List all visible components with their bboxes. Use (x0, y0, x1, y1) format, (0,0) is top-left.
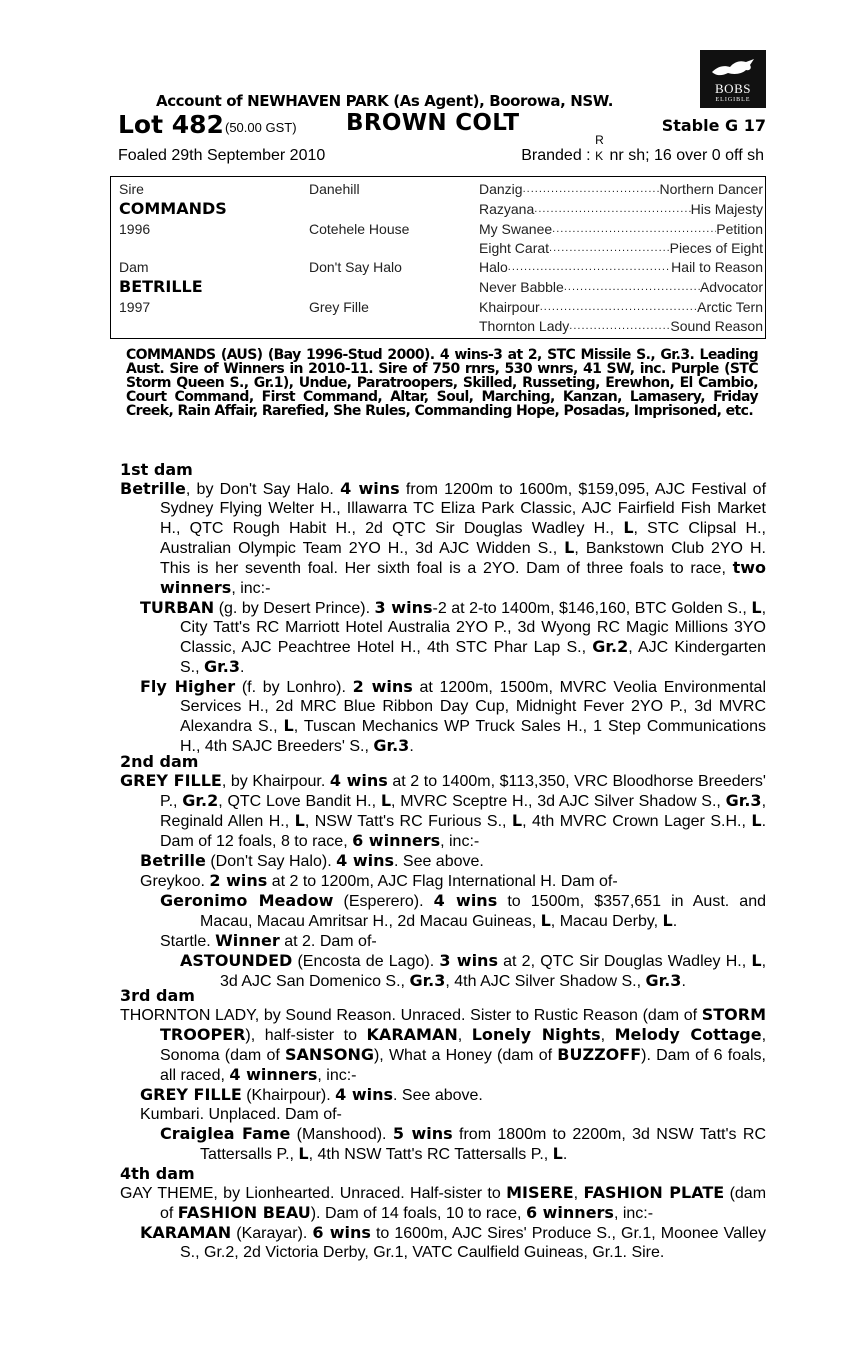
progeny-entry: Kumbari. Unplaced. Dam of- (140, 1106, 342, 1123)
horse-name: GREY FILLE (140, 1085, 242, 1104)
progeny-entry: TURBAN (g. by Desert Prince). 3 wins-2 at 2-to 1400m, $146,160, BTC Golden S., L, City Tatt's RC Marriott Hotel Australia 2YO P., 3d Wyong RC Magic Millions 3YO Classic, AJC Peachtree Hotel H., 4th STC Phar Lap S., Gr.2, AJC Kindergarten S., Gr.3. (140, 598, 767, 676)
second-dam-section (120, 752, 766, 991)
bobs-eligible-logo (700, 50, 766, 108)
sire-name: COMMANDS (119, 199, 227, 218)
sire-year: 1996 (119, 221, 151, 237)
logo-subtext: ELIGIBLE (715, 97, 751, 103)
pedigree-right: Arctic Tern (697, 299, 763, 315)
progeny-entry: GREY FILLE (Khairpour). 4 wins. See above. (140, 1085, 483, 1104)
pedigree-left: Halo (479, 259, 508, 275)
dam-paragraph: THORNTON LADY, by Sound Reason. Unraced. Sister to Rustic Reason (dam of STORM TROOPER), half-sister to KARAMAN, Lonely Nights, Melody Cottage, Sonoma (dam of SANSONG), What a Honey (dam of BUZZOFF). Dam of 6 foals, all raced, 4 winners, inc:- (120, 1005, 767, 1084)
progeny-entry: Greykoo. 2 wins at 2 to 1200m, AJC Flag International H. Dam of- (140, 871, 618, 890)
branded-info (521, 133, 764, 165)
progeny-entry: Fly Higher (f. by Lonhro). 2 wins at 1200m, 1500m, MVRC Veolia Environmental Services H., 2d MRC Blue Ribbon Day Cup, Midnight Fever 2YO P., 3d MVRC Alexandra S., L, Tuscan Mechanics WP Truck Sales H., 1 Step Communications H., 4th SAJC Breeders' S., Gr.3. (140, 677, 766, 755)
progeny-entry: Craiglea Fame (Manshood). 5 wins from 1800m to 2200m, 3d NSW Tatt's RC Tattersalls P., L, 4th NSW Tatt's RC Tattersalls P., L. (160, 1124, 766, 1163)
dam-year: 1997 (119, 299, 151, 315)
progeny-entry: Betrille (Don't Say Halo). 4 wins. See above. (140, 851, 484, 870)
progeny-entry: KARAMAN (Karayar). 6 wins to 1600m, AJC Sires' Produce S., Gr.1, Moonee Valley S., Gr.2, 2d Victoria Derby, Gr.1, VATC Caulfield Guineas, Gr.1. Sire. (140, 1223, 766, 1261)
section-heading: 1st dam (120, 460, 193, 479)
progeny-entry: Geronimo Meadow (Esperero). 4 wins to 1500m, $357,651 in Aust. and Macau, Macau Amritsar H., 2d Macau Guineas, L, Macau Derby, L. (160, 891, 766, 930)
pedigree-row (479, 181, 763, 198)
horse-name: Betrille (140, 851, 206, 870)
sire-label: Sire (119, 181, 144, 197)
gst-amount: (50.00 GST) (225, 120, 297, 135)
dam-paragraph: Betrille, by Don't Say Halo. 4 wins from 1200m to 1600m, $159,095, AJC Festival of Sydney Flying Welter H., Illawarra TC Eliza Park Classic, AJC Fairfield Fish Market H., QTC Rough Habit H., 2d QTC Sir Douglas Wadley H., L, STC Clipsal H., Australian Olympic Team 2YO H., 3d AJC Widden S., L, Bankstown Club 2YO H. This is her seventh foal. Her sixth foal is a 2YO. Dam of three foals to race, two winners, inc:- (120, 479, 767, 597)
dam-dam: Grey Fille (309, 299, 369, 315)
horse-name: Craiglea Fame (160, 1124, 291, 1143)
horse-name: Geronimo Meadow (160, 891, 334, 910)
sire-dam: Cotehele House (309, 221, 410, 237)
dam-name: BETRILLE (119, 277, 203, 296)
pedigree-right: Sound Reason (670, 318, 763, 334)
foaled-date: Foaled 29th September 2010 (118, 147, 326, 164)
pedigree-row (479, 201, 763, 218)
branded-suffix: nr sh; 16 over 0 off sh (609, 147, 764, 164)
section-heading: 3rd dam (120, 986, 195, 1005)
pedigree-right: Northern Dancer (659, 181, 763, 197)
dam-sire: Don't Say Halo (309, 259, 402, 275)
sire-sire: Danehill (309, 181, 360, 197)
branded-prefix: Branded : (521, 147, 591, 164)
pedigree-row (479, 240, 763, 257)
pedigree-left: Razyana (479, 201, 535, 217)
brand-mark (595, 133, 605, 165)
pedigree-left: Khairpour (479, 299, 540, 315)
pedigree-left: Eight Carat (479, 240, 550, 256)
section-heading: 2nd dam (120, 752, 199, 771)
pedigree-row (479, 221, 763, 238)
pedigree-right: Hail to Reason (671, 259, 763, 275)
sire-summary: COMMANDS (AUS) (Bay 1996-Stud 2000). 4 wins-3 at 2, STC Missile S., Gr.3. Leading Aust. Sire of Winners in 2010-11. Sire of 750 rnrs, 530 wnrs, 41 SW, inc. Purple (STC Storm Queen S., Gr.1), Undue, Paratroopers, Skilled, Russeting, Erewhon, El Cambio, Court Command, First Command, Altar, Soul, Marching, Kanzan, Lamasery, Friday Creek, Rain Affair, Rarefied, She Rules, Commanding Hope, Posadas, Imprisoned, etc. (126, 347, 758, 419)
pedigree-row (479, 318, 763, 335)
pedigree-right: Advocator (699, 279, 763, 295)
pedigree-right: Pieces of Eight (669, 240, 763, 256)
horse-icon (710, 56, 756, 80)
horse-name: TURBAN (140, 598, 215, 617)
lot-row (118, 110, 766, 140)
logo-wordmark: BOBS (715, 81, 751, 96)
first-dam-section (120, 460, 766, 756)
lot-number: Lot 482 (118, 110, 224, 139)
horse-name: KARAMAN (140, 1223, 232, 1242)
progeny-entry: Startle. Winner at 2. Dam of- (160, 931, 377, 950)
vendor-account: Account of NEWHAVEN PARK (As Agent), Boorowa, NSW. (155, 92, 614, 110)
pedigree-table (110, 176, 766, 339)
dam-paragraph: GAY THEME, by Lionhearted. Unraced. Half-sister to MISERE, FASHION PLATE (dam of FASHION BEAU). Dam of 14 foals, 10 to race, 6 winners, inc:- (120, 1183, 767, 1222)
section-heading: 4th dam (120, 1164, 195, 1183)
dam-label: Dam (119, 259, 149, 275)
pedigree-left: Thornton Lady (479, 318, 570, 334)
dam-paragraph: GREY FILLE, by Khairpour. 4 wins at 2 to 1400m, $113,350, VRC Bloodhorse Breeders' P., Gr.2, QTC Love Bandit H., L, MVRC Sceptre H., 3d AJC Silver Shadow S., Gr.3, Reginald Allen H., L, NSW Tatt's RC Furious S., L, 4th MVRC Crown Lager S.H., L. Dam of 12 foals, 8 to race, 6 winners, inc:- (120, 771, 767, 850)
pedigree-row (479, 279, 763, 296)
brand-top: R (595, 133, 604, 147)
pedigree-left: My Swanee (479, 221, 553, 237)
horse-name: Betrille (120, 479, 186, 498)
pedigree-row (479, 299, 763, 316)
pedigree-right: Petition (716, 221, 763, 237)
horse-name: ASTOUNDED (180, 951, 293, 970)
pedigree-right: His Majesty (690, 201, 763, 217)
horse-name: GREY FILLE (120, 771, 222, 790)
third-dam-section (120, 986, 766, 1164)
horse-name: Fly Higher (140, 677, 236, 696)
pedigree-left: Never Babble (479, 279, 564, 295)
fourth-dam-section (120, 1164, 766, 1262)
pedigree-left: Danzig (479, 181, 523, 197)
pedigree-row (479, 259, 763, 276)
brand-bottom: K (595, 149, 604, 163)
progeny-entry: ASTOUNDED (Encosta de Lago). 3 wins at 2, QTC Sir Douglas Wadley H., L, 3d AJC San Domenico S., Gr.3, 4th AJC Silver Shadow S., Gr.3. (180, 951, 767, 990)
horse-description: BROWN COLT (346, 110, 520, 136)
stable-location: Stable G 17 (661, 116, 766, 135)
